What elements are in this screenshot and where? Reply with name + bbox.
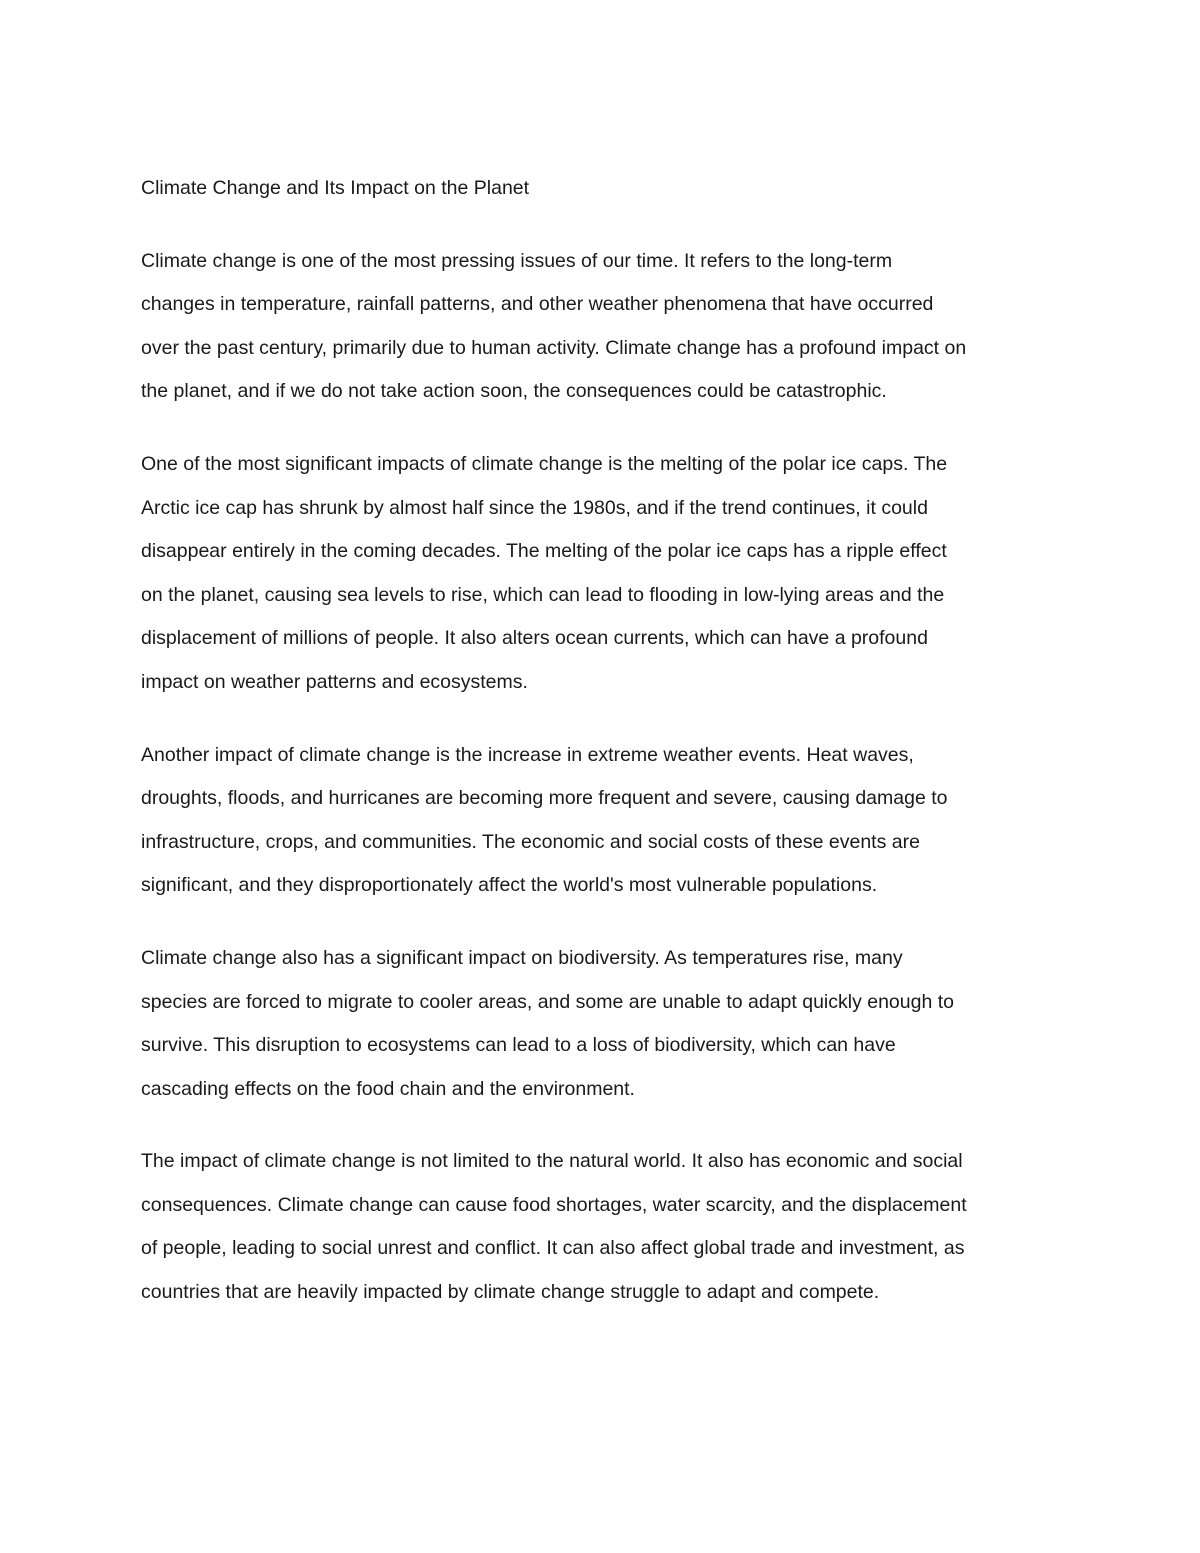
paragraph-line: Arctic ice cap has shrunk by almost half since the 1980s, and if the trend continues, it could [141, 496, 928, 519]
paragraph-line: The impact of climate change is not limited to the natural world. It also has economic and social [141, 1150, 963, 1173]
paragraph-line: countries that are heavily impacted by climate change struggle to adapt and compete. [141, 1281, 880, 1304]
paragraph-line: significant, and they disproportionately affect the world's most vulnerable populations. [141, 874, 878, 897]
paragraph-line: over the past century, primarily due to human activity. Climate change has a profound impact on [141, 336, 967, 359]
paragraph-1 [141, 240, 1061, 414]
paragraph-3 [141, 734, 1061, 908]
paragraph-line: Climate change is one of the most pressing issues of our time. It refers to the long-term [141, 249, 893, 272]
paragraph-line: disappear entirely in the coming decades. The melting of the polar ice caps has a ripple effect [141, 540, 947, 563]
paragraph-line: droughts, floods, and hurricanes are becoming more frequent and severe, causing damage to [141, 787, 948, 810]
paragraph-line: consequences. Climate change can cause food shortages, water scarcity, and the displacement [141, 1193, 967, 1216]
paragraph-line: of people, leading to social unrest and conflict. It can also affect global trade and investment, as [141, 1237, 965, 1260]
paragraph-line: survive. This disruption to ecosystems can lead to a loss of biodiversity, which can have [141, 1034, 896, 1057]
paragraph-line: cascading effects on the food chain and the environment. [141, 1077, 635, 1100]
paragraph-line: One of the most significant impacts of climate change is the melting of the polar ice caps. The [141, 452, 948, 475]
paragraph-4 [141, 937, 1061, 1111]
paragraph-line: impact on weather patterns and ecosystems. [141, 670, 528, 693]
paragraph-5 [141, 1140, 1061, 1314]
paragraph-line: Another impact of climate change is the increase in extreme weather events. Heat waves, [141, 743, 914, 766]
paragraph-2 [141, 443, 1061, 705]
paragraph-line: displacement of millions of people. It also alters ocean currents, which can have a profound [141, 627, 928, 650]
paragraph-line: species are forced to migrate to cooler areas, and some are unable to adapt quickly enough to [141, 990, 954, 1013]
paragraph-line: the planet, and if we do not take action soon, the consequences could be catastrophic. [141, 380, 887, 403]
paragraph-line: on the planet, causing sea levels to rise, which can lead to flooding in low-lying areas and the [141, 583, 945, 606]
paragraph-line: infrastructure, crops, and communities. The economic and social costs of these events are [141, 830, 920, 853]
document-title: Climate Change and Its Impact on the Planet [141, 177, 530, 199]
paragraph-line: Climate change also has a significant impact on biodiversity. As temperatures rise, many [141, 946, 903, 969]
paragraph-line: changes in temperature, rainfall patterns, and other weather phenomena that have occurred [141, 293, 934, 316]
document-body [141, 167, 1061, 1344]
